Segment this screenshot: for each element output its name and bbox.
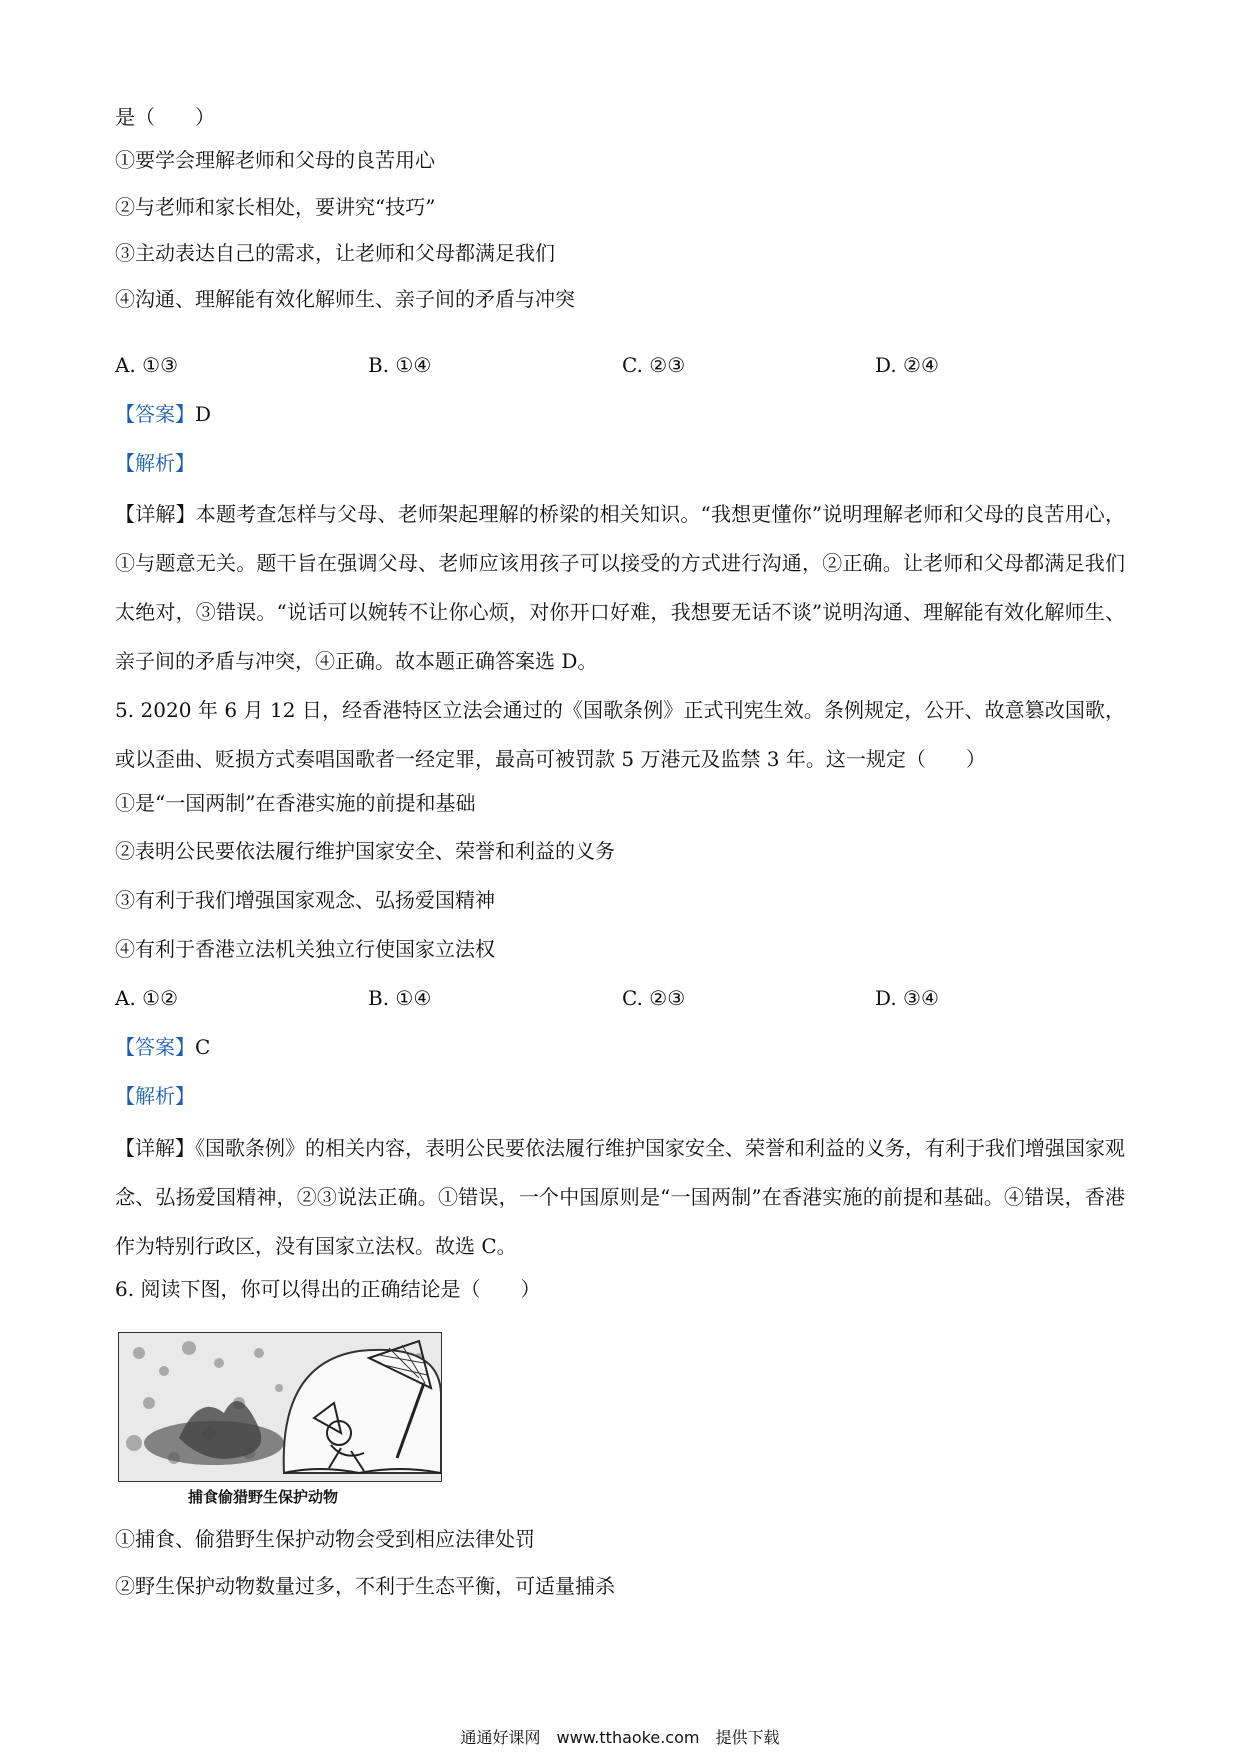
q4-item-2: ②与老师和家长相处，要讲究“技巧”	[115, 195, 436, 219]
q5-item-4: ④有利于香港立法机关独立行使国家立法权	[115, 937, 495, 961]
q5-answer	[115, 1033, 210, 1061]
q5-option-b: B. ①④	[368, 986, 432, 1010]
q4-detail-text: 本题考查怎样与父母、老师架起理解的桥梁的相关知识。“我想更懂你”说明理解老师和父母的良苦用心，①与题意无关。题干旨在强调父母、老师应该用孩子可以接受的方式进行沟通，②正确。让老师和父母都满足我们太绝对，③错误。“说话可以婉转不让你心烦，对你开口好难，我想要无话不谈”说明沟通、理解能有效化解师生、亲子间的矛盾与冲突，④正确。故本题正确答案选 D。	[115, 502, 1125, 673]
q6-item-2: ②野生保护动物数量过多，不利于生态平衡，可适量捕杀	[115, 1574, 615, 1598]
q5-detail	[115, 1124, 1125, 1271]
q4-analysis-label: 【解析】	[115, 451, 195, 475]
q5-item-1: ①是“一国两制”在香港实施的前提和基础	[115, 791, 476, 815]
q4-option-a: A. ①③	[115, 353, 179, 377]
q4-item-1: ①要学会理解老师和父母的良苦用心	[115, 148, 435, 172]
q4-answer-label: 【答案】	[115, 402, 195, 426]
q5-detail-text: 《国歌条例》的相关内容，表明公民要依法履行维护国家安全、荣誉和利益的义务，有利于我们增强国家观念、弘扬爱国精神，②③说法正确。①错误，一个中国原则是“一国两制”在香港实施的前提和基础。④错误，香港作为特别行政区，没有国家立法权。故选 C。	[115, 1136, 1125, 1258]
q4-option-d: D. ②④	[875, 353, 939, 377]
q4-stem-end: 是（ ）	[115, 105, 215, 129]
q4-detail-label: 【详解】	[115, 502, 196, 526]
q5-item-2: ②表明公民要依法履行维护国家安全、荣誉和利益的义务	[115, 839, 615, 863]
q4-item-3: ③主动表达自己的需求，让老师和父母都满足我们	[115, 241, 555, 265]
q4-answer-value: D	[195, 402, 212, 426]
q5-answer-value: C	[195, 1035, 211, 1059]
q4-option-c: C. ②③	[622, 353, 686, 377]
cartoon-figure	[118, 1332, 442, 1482]
q5-option-a: A. ①②	[115, 986, 179, 1010]
q4-option-b: B. ①④	[368, 353, 432, 377]
figure-caption: 捕食偷猎野生保护动物	[188, 1488, 339, 1506]
q5-stem: 5. 2020 年 6 月 12 日，经香港特区立法会通过的《国歌条例》正式刊宪生效。条例规定，公开、故意篡改国歌，或以歪曲、贬损方式奏唱国歌者一经定罪，最高可被罚款 5 万港元及监禁 3 年。这一规定（ ）	[115, 698, 1125, 771]
q4-answer	[115, 400, 211, 428]
q5-detail-label: 【详解】	[115, 1136, 195, 1160]
q4-detail	[115, 490, 1125, 686]
page-footer: 通通好课网 www.tthaoke.com 提供下载	[460, 1728, 780, 1747]
q5-analysis-label: 【解析】	[115, 1084, 195, 1108]
q5-answer-label: 【答案】	[115, 1035, 195, 1059]
q6-item-1: ①捕食、偷猎野生保护动物会受到相应法律处罚	[115, 1527, 535, 1551]
q6-stem: 6. 阅读下图，你可以得出的正确结论是（ ）	[115, 1277, 541, 1301]
q5-item-3: ③有利于我们增强国家观念、弘扬爱国精神	[115, 888, 495, 912]
q4-item-4: ④沟通、理解能有效化解师生、亲子间的矛盾与冲突	[115, 287, 575, 311]
q5-option-d: D. ③④	[875, 986, 939, 1010]
q5-option-c: C. ②③	[622, 986, 686, 1010]
